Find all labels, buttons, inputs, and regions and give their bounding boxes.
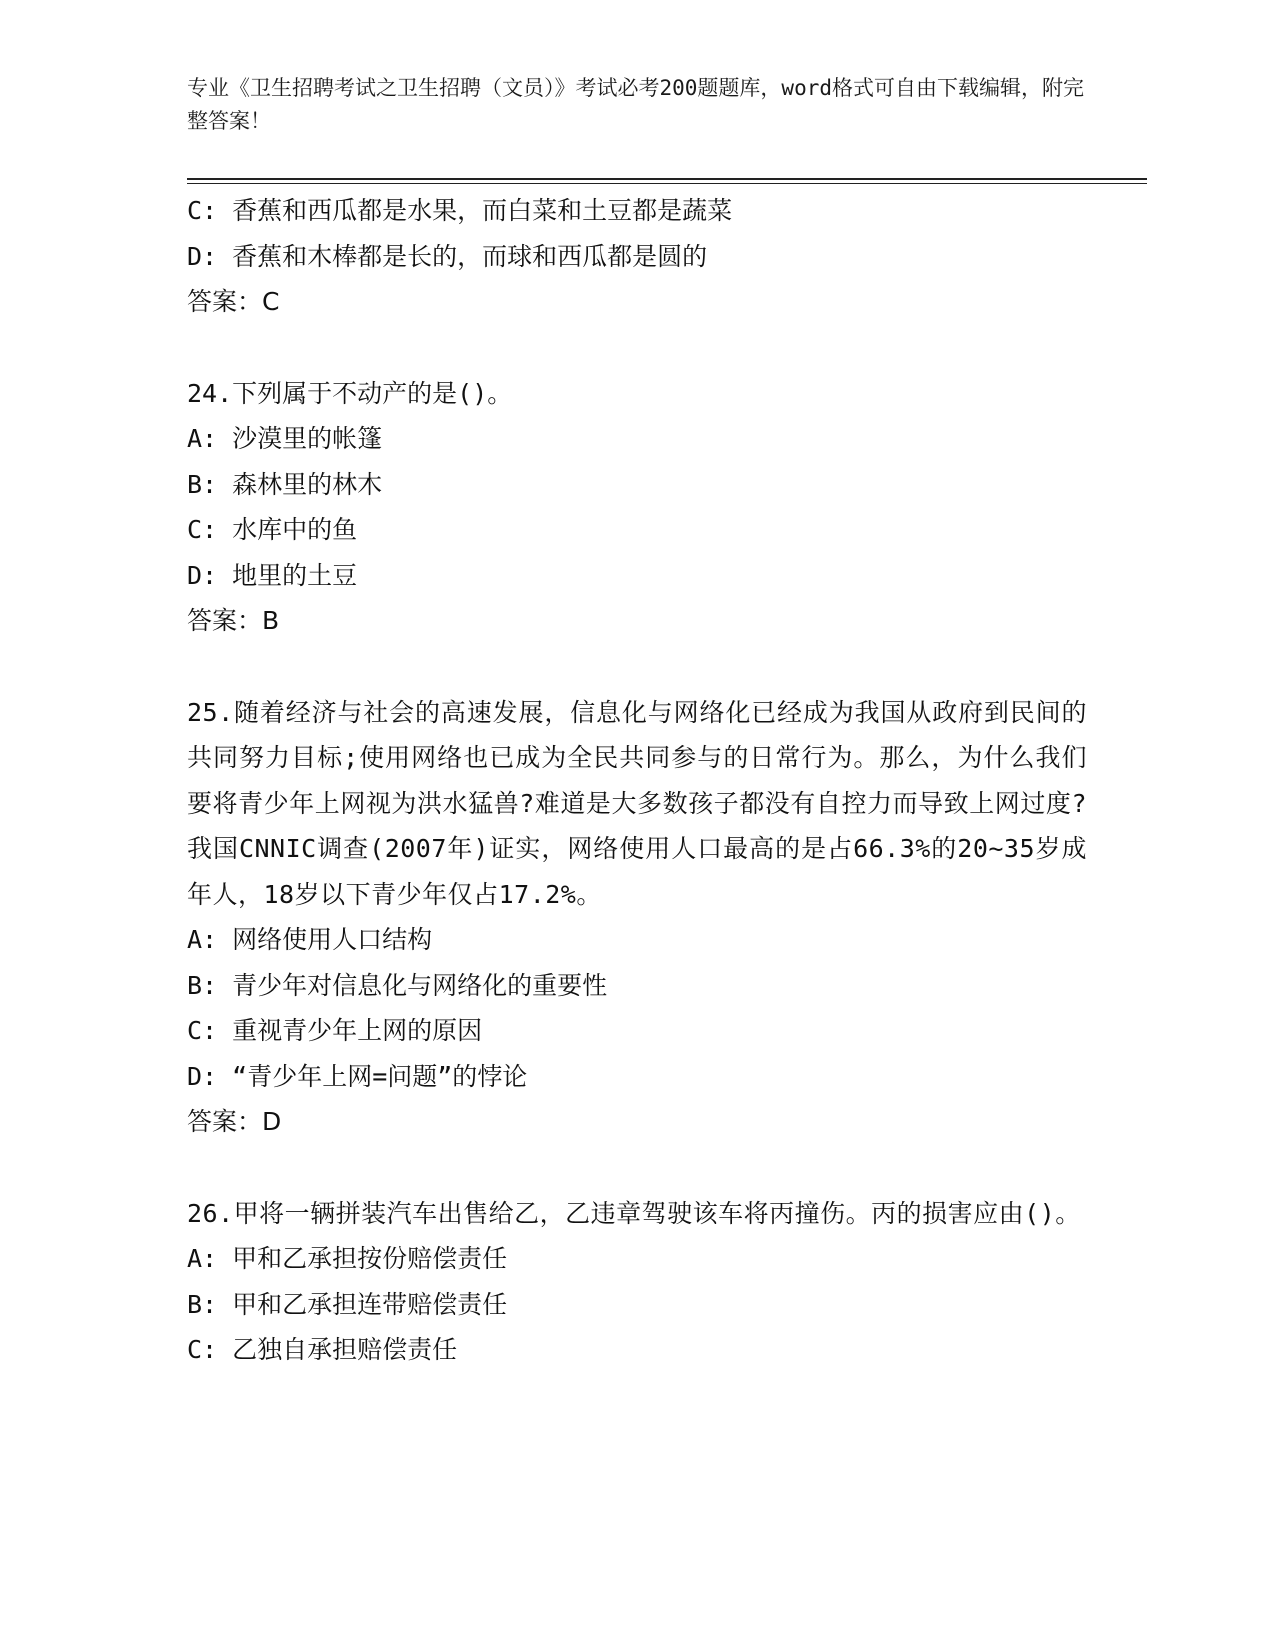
q25-answer: 答案：D xyxy=(187,1107,282,1136)
q24-option-c: C: 水库中的鱼 xyxy=(187,515,358,544)
q24-option-b: B: 森林里的林木 xyxy=(187,469,383,499)
q25-option-c: C: 重视青少年上网的原因 xyxy=(187,1016,483,1045)
q24-option-d: D: 地里的土豆 xyxy=(187,560,358,590)
q26-option-b: B: 甲和乙承担连带赔偿责任 xyxy=(187,1289,508,1319)
q24-question: 24.下列属于不动产的是()。 xyxy=(187,378,513,408)
document-header: 专业《卫生招聘考试之卫生招聘（文员）》考试必考200题题库，word格式可自由下载编辑，附完整答案！ xyxy=(187,76,1084,133)
q25-option-a: A: 网络使用人口结构 xyxy=(187,925,433,954)
spacer xyxy=(187,1145,1087,1191)
q25-question: 25.随着经济与社会的高速发展，信息化与网络化已经成为我国从政府到民间的共同努力目标;使用网络也已成为全民共同参与的日常行为。那么，为什么我们要将青少年上网视为洪水猛兽?难道是大多数孩子都没有自控力而导致上网过度?我国CNNIC调查(2007年)证实，网络使用人口最高的是占66.3%的20~35岁成年人，18岁以下青少年仅占17.2%。 xyxy=(187,697,1087,909)
spacer xyxy=(187,644,1087,690)
q25-option-b: B: 青少年对信息化与网络化的重要性 xyxy=(187,970,608,1000)
q23-option-c: C: 香蕉和西瓜都是水果，而白菜和土豆都是蔬菜 xyxy=(187,196,733,225)
q23-option-d: D: 香蕉和木棒都是长的，而球和西瓜都是圆的 xyxy=(187,241,708,271)
q26-question: 26.甲将一辆拼装汽车出售给乙，乙违章驾驶该车将丙撞伤。丙的损害应由()。 xyxy=(187,1198,1081,1228)
header-rule-thick xyxy=(187,178,1147,180)
spacer xyxy=(187,325,1087,371)
q25-option-d: D: “青少年上网=问题”的悖论 xyxy=(187,1061,528,1091)
header-rule-thin xyxy=(187,183,1147,184)
q24-answer: 答案：B xyxy=(187,606,280,635)
q24-option-a: A: 沙漠里的帐篷 xyxy=(187,424,383,453)
q26-option-c: C: 乙独自承担赔偿责任 xyxy=(187,1335,458,1364)
q26-option-a: A: 甲和乙承担按份赔偿责任 xyxy=(187,1244,508,1273)
q23-answer: 答案：C xyxy=(187,287,280,316)
document-body xyxy=(187,188,1087,1373)
